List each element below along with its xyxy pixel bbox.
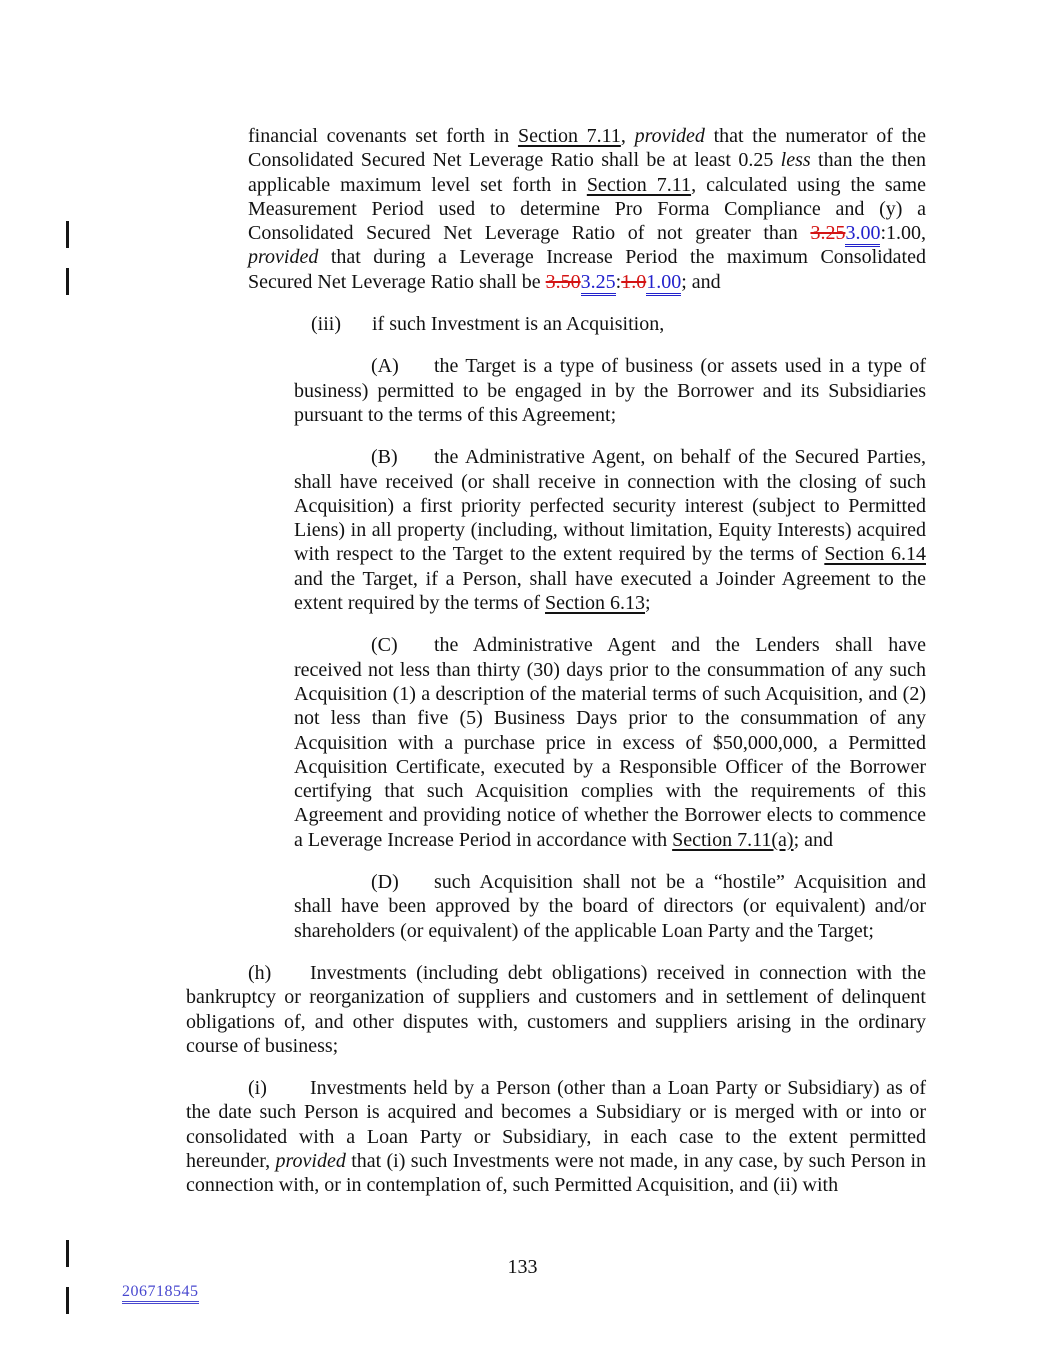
change-bar	[66, 1287, 69, 1314]
defined-term-italic: provided	[634, 125, 705, 147]
body-text-run: , calculated using the same Measurement Period used to determine Pro Forma Compliance and (y) a Consolidated Secured Net Leverage Ratio of not greater than	[248, 173, 926, 245]
change-bar	[66, 1240, 69, 1267]
clause-a	[294, 354, 926, 427]
defined-term-italic: provided	[275, 1149, 346, 1172]
body-text-run: the Target is a type of business (or assets used in a type of business) permitted to be engaged in by the Borrower and its Subsidiaries pursuant to the terms of this Agreement;	[294, 355, 926, 426]
inserted-text: 3.25	[581, 271, 616, 296]
clause-label: (iii)	[311, 313, 341, 336]
document-body	[186, 124, 926, 1216]
section-reference: Section 6.14	[824, 543, 926, 566]
body-text-run: the Administrative Agent, on behalf of the Secured Parties, shall have received (or shall receive in connection with the closing of such Acquisition) a first priority perfected security interest (subject to Permitted Liens) in all property (including, without limitation, Equity Interests) acquired with respect to the Target to the extent required by the terms of	[294, 446, 926, 566]
clause-iii	[311, 312, 926, 336]
paragraph-financial-covenants	[248, 124, 926, 294]
body-text-run: :1.00,	[880, 222, 926, 245]
inserted-text: 1.00	[646, 271, 681, 296]
body-text-run: ; and	[681, 270, 721, 293]
body-text-run: Investments held by a Person (other than a Loan Party or Subsidiary) as of the date such Person is acquired and becomes a Subsidiary or is merged with or into or consolidated with a Loan Party or Subsidiary, in each case to the extent permitted hereunder,	[186, 1077, 926, 1172]
clause-label: (A)	[371, 355, 399, 378]
clause-label: (C)	[371, 634, 398, 657]
change-bar	[66, 221, 69, 248]
inserted-text: 3.00	[845, 222, 880, 247]
section-reference: Section 7.11	[517, 125, 621, 147]
page-number: 133	[507, 1256, 538, 1278]
body-text-run: financial covenants set forth in	[248, 125, 518, 147]
clause-b	[294, 445, 926, 615]
body-text-run: that during a Leverage Increase Period the maximum Consolidated Secured Net Leverage Ratio shall be	[248, 246, 926, 293]
paragraph-i	[186, 1076, 926, 1197]
body-text-run: Investments (including debt obligations) received in connection with the bankruptcy or reorganization of suppliers and customers and in settlement of delinquent obligations of, and other disputes with, customers and suppliers arising in the ordinary course of business;	[186, 961, 926, 1057]
body-text-run: that the numerator of the Consolidated Secured Net Leverage Ratio shall be at least 0.25	[248, 125, 926, 172]
change-bar	[66, 268, 69, 295]
section-reference: Section 7.11	[586, 173, 692, 196]
deleted-text: 1.0	[621, 270, 647, 293]
body-text-run: and the Target, if a Person, shall have executed a Joinder Agreement to the extent required by the terms of	[294, 567, 926, 615]
body-text-run: if such Investment is an Acquisition,	[372, 313, 665, 336]
body-text-run: ,	[620, 125, 635, 147]
clause-d	[294, 870, 926, 943]
paragraph-h	[186, 961, 926, 1058]
deleted-text: 3.25	[810, 222, 846, 245]
body-text-run: than the then applicable maximum level set forth in	[248, 149, 926, 196]
body-text-run: that (i) such Investments were not made, in any case, by such Person in connection with, or in contemplation of, such Permitted Acquisition, and (ii) with	[186, 1149, 926, 1197]
emphasis-italic: less	[780, 149, 811, 172]
body-text-run: ;	[645, 592, 651, 615]
body-text-run: :	[615, 270, 622, 293]
deleted-text: 3.50	[545, 270, 581, 293]
body-text-run: ; and	[793, 828, 834, 851]
doc-id-stamp: 206718545	[122, 1283, 199, 1304]
clause-c	[294, 633, 926, 852]
section-reference: Section 7.11(a)	[672, 828, 794, 851]
section-reference: Section 6.13	[545, 592, 646, 615]
clause-label: (D)	[371, 871, 399, 894]
body-text-run: such Acquisition shall not be a “hostile” Acquisition and shall have been approved by the board of directors (or equivalent) and/or shareholders (or equivalent) of the applicable Loan Party and the Target;	[294, 871, 926, 942]
clause-label: (B)	[371, 446, 398, 469]
clause-label: (i)	[248, 1077, 267, 1100]
body-text-run: the Administrative Agent and the Lenders shall have received not less than thirty (30) days prior to the consummation of any such Acquisition (1) a description of the material terms of such Acquisition, and (2) not less than five (5) Business Days prior to the consummation of any Acquisition with a purchase price in excess of $50,000,000, a Permitted Acquisition Certificate, executed by a Responsible Officer of the Borrower certifying that such Acquisition complies with the requirements of this Agreement and providing notice of whether the Borrower elects to commence a Leverage Increase Period in accordance with	[294, 634, 926, 851]
defined-term-italic: provided	[248, 246, 319, 269]
clause-label: (h)	[248, 961, 272, 984]
